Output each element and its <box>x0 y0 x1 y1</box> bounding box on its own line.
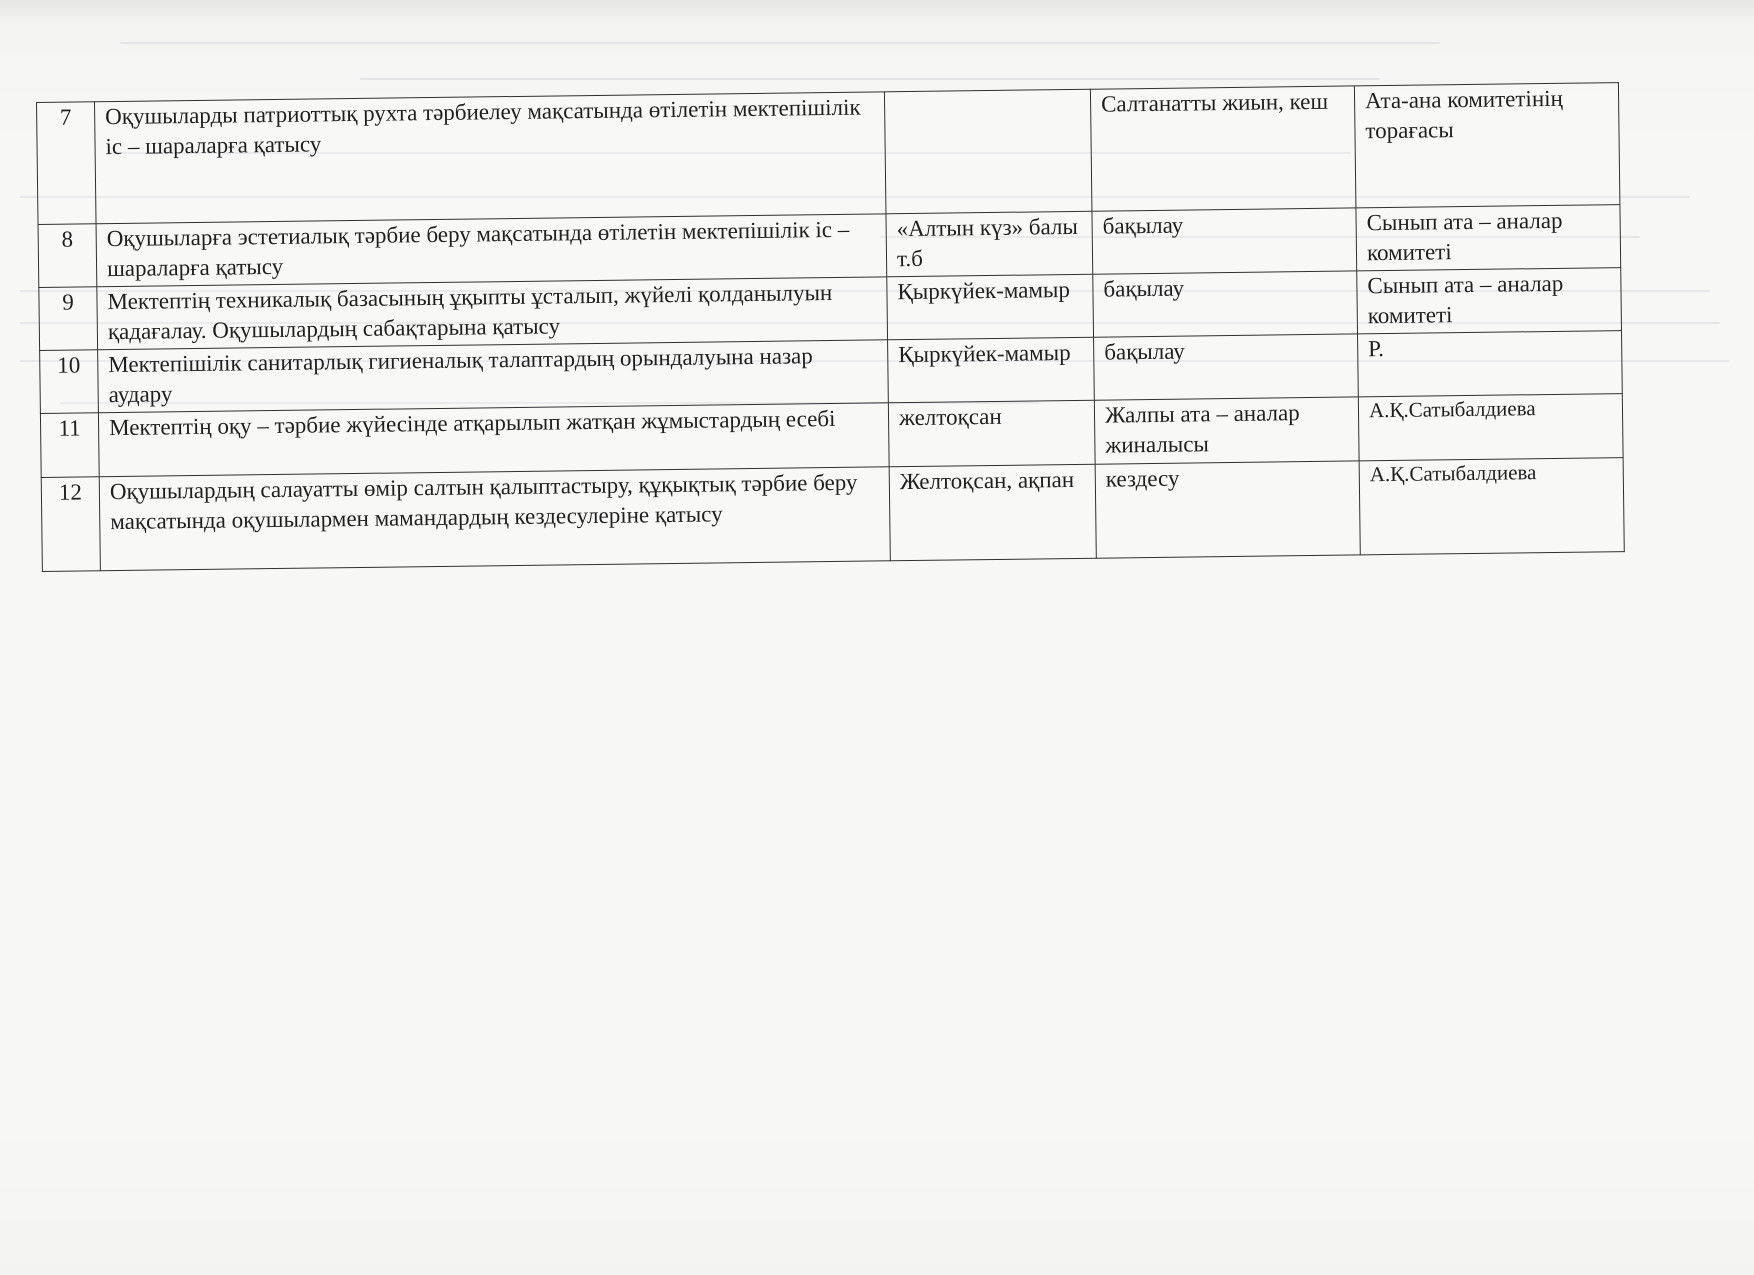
event-description: Оқушыларды патриоттық рухта тәрбиелеу мақсатында өтілетін мектепішілік іс – шараларға қатысу <box>95 92 886 224</box>
row-number: 11 <box>40 413 99 478</box>
event-form: бақылау <box>1093 271 1358 337</box>
scan-top-shadow <box>0 0 1754 24</box>
event-description: Мектепішілік санитарлық гигиеналық талаптардың орындалуына назар аудару <box>98 340 889 413</box>
event-date: Қыркүйек-мамыр <box>887 274 1094 340</box>
responsible-party: Ата-ана комитетінің торағасы <box>1354 83 1620 208</box>
row-number: 10 <box>40 350 99 414</box>
row-number: 7 <box>37 102 97 225</box>
table-row <box>37 83 1620 225</box>
event-form: бақылау <box>1094 334 1359 400</box>
event-date <box>884 89 1092 214</box>
bleed-line <box>360 78 1380 80</box>
event-date: желтоқсан <box>888 400 1095 467</box>
event-date: Желтоқсан, ақпан <box>889 464 1096 561</box>
event-description: Оқушылардың салауатты өмір салтын қалыптастыру, құқықтық тәрбие беру мақсатында оқушылармен мамандардың кездесулеріне қатысу <box>99 467 890 571</box>
event-form: кездесу <box>1095 461 1360 558</box>
responsible-party: Сынып ата – аналар комитеті <box>1357 268 1622 334</box>
responsible-party: Р. <box>1358 331 1623 397</box>
bleed-line <box>120 42 1440 44</box>
event-description: Мектептің оқу – тәрбие жүйесінде атқарылып жатқан жұмыстардың есебі <box>98 403 889 477</box>
event-form: Жалпы ата – аналар жиналысы <box>1094 397 1359 464</box>
event-form: бақылау <box>1092 208 1357 274</box>
event-form: Салтанатты жиын, кеш <box>1090 86 1356 211</box>
responsible-party: А.Қ.Сатыбалдиева <box>1359 458 1624 555</box>
event-description: Мектептің техникалық базасының ұқыпты ұсталып, жүйелі қолданылуын қадағалау. Оқушылардың сабақтарына қатысу <box>97 277 888 350</box>
plan-table-wrapper <box>36 82 1624 572</box>
event-date: Қыркүйек-мамыр <box>888 337 1095 403</box>
responsible-party: А.Қ.Сатыбалдиева <box>1358 394 1623 461</box>
row-number: 8 <box>38 224 97 288</box>
event-date: «Алтын күз» балы т.б <box>886 211 1093 277</box>
plan-table <box>36 82 1625 572</box>
row-number: 12 <box>41 477 100 572</box>
event-description: Оқушыларға эстетиалық тәрбие беру мақсатында өтілетін мектепішілік іс – шараларға қатысу <box>96 214 887 287</box>
row-number: 9 <box>39 287 98 351</box>
table-row <box>41 458 1624 572</box>
responsible-party: Сынып ата – аналар комитеті <box>1356 205 1621 271</box>
